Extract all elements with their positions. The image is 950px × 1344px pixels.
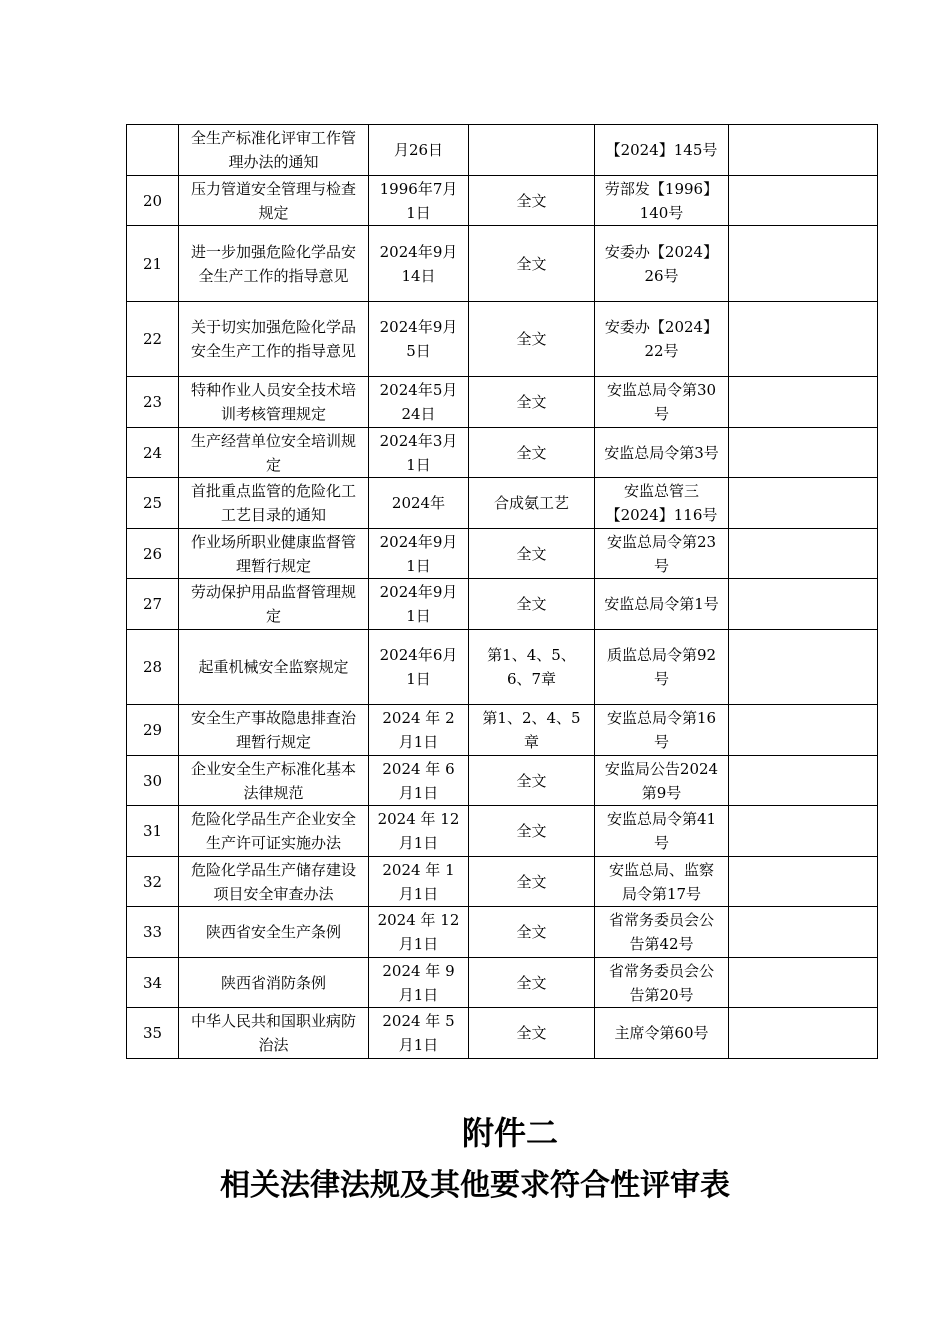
document-number-cell: 安监局公告2024第9号 bbox=[595, 756, 729, 806]
document-number-cell: 安监总局令第23号 bbox=[595, 529, 729, 579]
seq-cell: 26 bbox=[127, 529, 179, 579]
remarks-cell bbox=[729, 377, 878, 428]
regulation-name-cell: 首批重点监管的危险化工工艺目录的通知 bbox=[179, 478, 369, 529]
seq-cell: 35 bbox=[127, 1008, 179, 1059]
remarks-cell bbox=[729, 529, 878, 579]
remarks-cell bbox=[729, 958, 878, 1008]
document-number-cell: 安监总局、监察局令第17号 bbox=[595, 857, 729, 907]
regulation-name-cell: 企业安全生产标准化基本法律规范 bbox=[179, 756, 369, 806]
document-number-cell: 质监总局令第92号 bbox=[595, 630, 729, 705]
table-row bbox=[127, 857, 878, 907]
effective-date-cell: 2024年 bbox=[369, 478, 469, 529]
regulation-name-cell: 生产经营单位安全培训规定 bbox=[179, 428, 369, 478]
table-row bbox=[127, 377, 878, 428]
table-row bbox=[127, 630, 878, 705]
regulation-name-cell: 安全生产事故隐患排查治理暂行规定 bbox=[179, 705, 369, 756]
applicable-clause-cell: 全文 bbox=[469, 226, 595, 302]
applicable-clause-cell: 合成氨工艺 bbox=[469, 478, 595, 529]
effective-date-cell: 1996年7月1日 bbox=[369, 176, 469, 226]
table-row bbox=[127, 806, 878, 857]
applicable-clause-cell: 全文 bbox=[469, 958, 595, 1008]
effective-date-cell: 2024 年 6月1日 bbox=[369, 756, 469, 806]
applicable-clause-cell: 全文 bbox=[469, 756, 595, 806]
regulation-name-cell: 中华人民共和国职业病防治法 bbox=[179, 1008, 369, 1059]
document-number-cell: 安监总局令第1号 bbox=[595, 579, 729, 630]
regulation-name-cell: 关于切实加强危险化学品安全生产工作的指导意见 bbox=[179, 302, 369, 377]
table-row bbox=[127, 579, 878, 630]
seq-cell: 30 bbox=[127, 756, 179, 806]
seq-cell: 31 bbox=[127, 806, 179, 857]
remarks-cell bbox=[729, 756, 878, 806]
effective-date-cell: 2024年5月24日 bbox=[369, 377, 469, 428]
remarks-cell bbox=[729, 428, 878, 478]
regulation-name-cell: 陕西省安全生产条例 bbox=[179, 907, 369, 958]
regulation-name-cell: 进一步加强危险化学品安全生产工作的指导意见 bbox=[179, 226, 369, 302]
table-row bbox=[127, 958, 878, 1008]
regulation-name-cell: 全生产标准化评审工作管理办法的通知 bbox=[179, 125, 369, 176]
table-row bbox=[127, 478, 878, 529]
regulation-name-cell: 陕西省消防条例 bbox=[179, 958, 369, 1008]
table-row bbox=[127, 756, 878, 806]
effective-date-cell: 2024年9月5日 bbox=[369, 302, 469, 377]
document-number-cell: 主席令第60号 bbox=[595, 1008, 729, 1059]
seq-cell: 28 bbox=[127, 630, 179, 705]
remarks-cell bbox=[729, 630, 878, 705]
document-number-cell: 安监总局令第3号 bbox=[595, 428, 729, 478]
document-number-cell: 安监总局令第41号 bbox=[595, 806, 729, 857]
regulation-name-cell: 作业场所职业健康监督管理暂行规定 bbox=[179, 529, 369, 579]
remarks-cell bbox=[729, 176, 878, 226]
document-number-cell: 安委办【2024】26号 bbox=[595, 226, 729, 302]
applicable-clause-cell: 全文 bbox=[469, 907, 595, 958]
effective-date-cell: 2024年9月1日 bbox=[369, 529, 469, 579]
applicable-clause-cell: 全文 bbox=[469, 377, 595, 428]
document-title: 相关法律法规及其他要求符合性评审表 bbox=[220, 1168, 730, 1203]
effective-date-cell: 2024 年 2月1日 bbox=[369, 705, 469, 756]
document-number-cell: 安监总管三【2024】116号 bbox=[595, 478, 729, 529]
document-number-cell: 安监总局令第30号 bbox=[595, 377, 729, 428]
applicable-clause-cell: 全文 bbox=[469, 857, 595, 907]
table-row bbox=[127, 705, 878, 756]
effective-date-cell: 2024 年 1月1日 bbox=[369, 857, 469, 907]
table-row bbox=[127, 529, 878, 579]
document-number-cell: 省常务委员会公告第42号 bbox=[595, 907, 729, 958]
applicable-clause-cell: 全文 bbox=[469, 579, 595, 630]
attachment-label: 附件二 bbox=[461, 1114, 558, 1152]
table-row bbox=[127, 302, 878, 377]
table-row bbox=[127, 428, 878, 478]
effective-date-cell: 2024年6月1日 bbox=[369, 630, 469, 705]
seq-cell: 23 bbox=[127, 377, 179, 428]
remarks-cell bbox=[729, 806, 878, 857]
applicable-clause-cell: 第1、4、5、6、7章 bbox=[469, 630, 595, 705]
remarks-cell bbox=[729, 1008, 878, 1059]
effective-date-cell: 2024 年 12月1日 bbox=[369, 907, 469, 958]
regulation-name-cell: 压力管道安全管理与检查规定 bbox=[179, 176, 369, 226]
table-row bbox=[127, 907, 878, 958]
seq-cell: 21 bbox=[127, 226, 179, 302]
applicable-clause-cell: 全文 bbox=[469, 428, 595, 478]
regulations-table bbox=[126, 124, 878, 1059]
table-row bbox=[127, 176, 878, 226]
document-number-cell: 劳部发【1996】140号 bbox=[595, 176, 729, 226]
remarks-cell bbox=[729, 302, 878, 377]
applicable-clause-cell: 全文 bbox=[469, 529, 595, 579]
table-row bbox=[127, 226, 878, 302]
applicable-clause-cell: 全文 bbox=[469, 806, 595, 857]
document-number-cell: 安监总局令第16号 bbox=[595, 705, 729, 756]
document-number-cell: 【2024】145号 bbox=[595, 125, 729, 176]
effective-date-cell: 2024年9月14日 bbox=[369, 226, 469, 302]
seq-cell: 29 bbox=[127, 705, 179, 756]
effective-date-cell: 2024 年 12月1日 bbox=[369, 806, 469, 857]
remarks-cell bbox=[729, 705, 878, 756]
remarks-cell bbox=[729, 857, 878, 907]
remarks-cell bbox=[729, 579, 878, 630]
document-number-cell: 省常务委员会公告第20号 bbox=[595, 958, 729, 1008]
table-row bbox=[127, 125, 878, 176]
effective-date-cell: 2024年9月1日 bbox=[369, 579, 469, 630]
regulation-name-cell: 危险化学品生产储存建设项目安全审查办法 bbox=[179, 857, 369, 907]
effective-date-cell: 2024 年 5月1日 bbox=[369, 1008, 469, 1059]
applicable-clause-cell: 第1、2、4、5章 bbox=[469, 705, 595, 756]
seq-cell: 20 bbox=[127, 176, 179, 226]
remarks-cell bbox=[729, 226, 878, 302]
applicable-clause-cell bbox=[469, 125, 595, 176]
regulation-name-cell: 特种作业人员安全技术培训考核管理规定 bbox=[179, 377, 369, 428]
effective-date-cell: 2024年3月1日 bbox=[369, 428, 469, 478]
remarks-cell bbox=[729, 478, 878, 529]
regulation-name-cell: 劳动保护用品监督管理规定 bbox=[179, 579, 369, 630]
remarks-cell bbox=[729, 125, 878, 176]
remarks-cell bbox=[729, 907, 878, 958]
seq-cell: 33 bbox=[127, 907, 179, 958]
applicable-clause-cell: 全文 bbox=[469, 176, 595, 226]
seq-cell: 34 bbox=[127, 958, 179, 1008]
effective-date-cell: 2024 年 9月1日 bbox=[369, 958, 469, 1008]
seq-cell: 27 bbox=[127, 579, 179, 630]
table-row bbox=[127, 1008, 878, 1059]
seq-cell: 32 bbox=[127, 857, 179, 907]
regulation-name-cell: 起重机械安全监察规定 bbox=[179, 630, 369, 705]
seq-cell: 24 bbox=[127, 428, 179, 478]
applicable-clause-cell: 全文 bbox=[469, 1008, 595, 1059]
seq-cell bbox=[127, 125, 179, 176]
document-number-cell: 安委办【2024】22号 bbox=[595, 302, 729, 377]
seq-cell: 22 bbox=[127, 302, 179, 377]
regulations-table-body bbox=[127, 125, 878, 1059]
effective-date-cell: 月26日 bbox=[369, 125, 469, 176]
seq-cell: 25 bbox=[127, 478, 179, 529]
applicable-clause-cell: 全文 bbox=[469, 302, 595, 377]
regulation-name-cell: 危险化学品生产企业安全生产许可证实施办法 bbox=[179, 806, 369, 857]
